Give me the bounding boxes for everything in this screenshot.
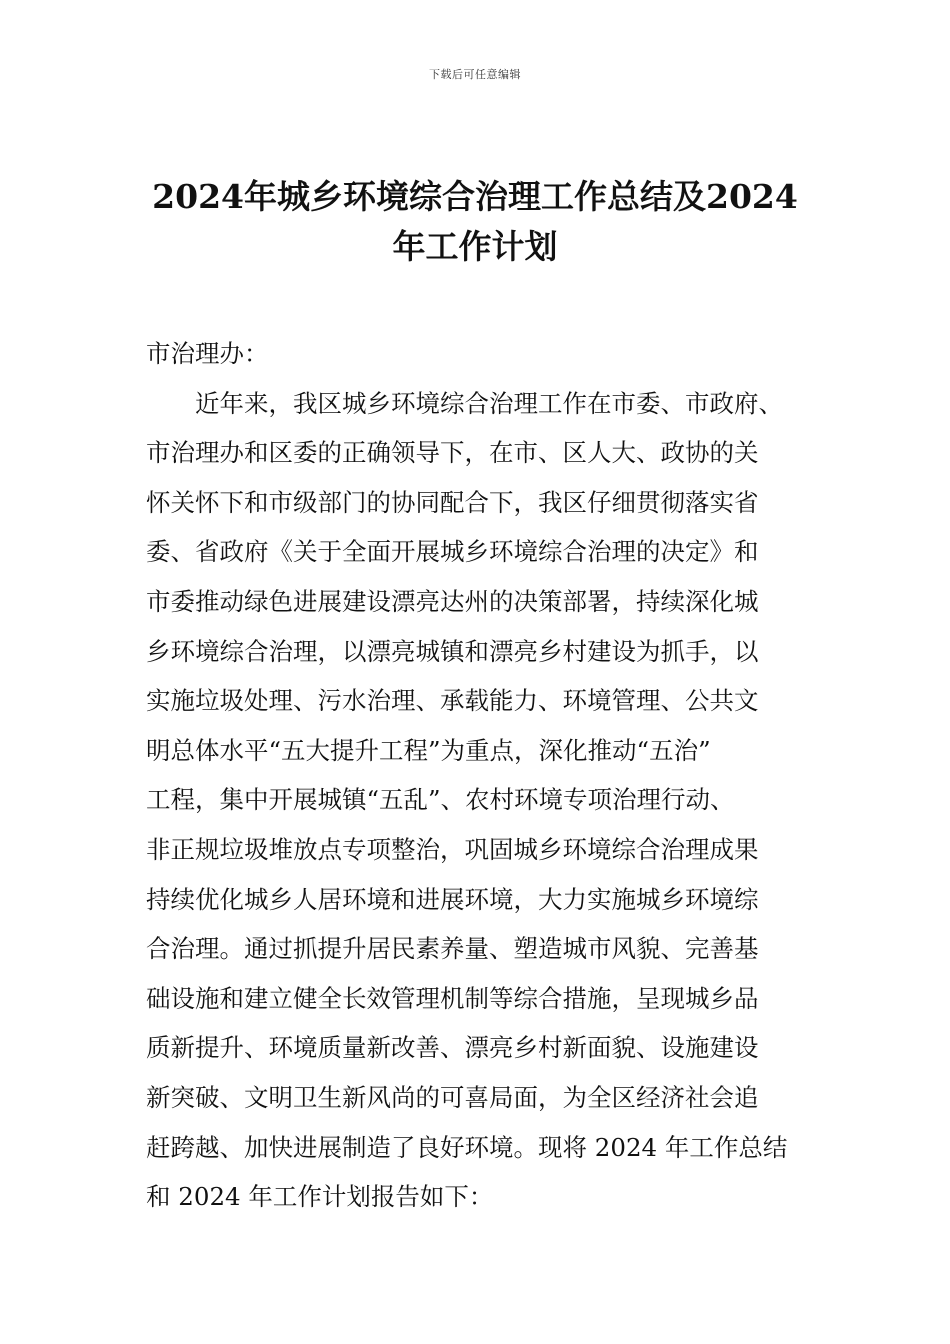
title-line: 2024年城乡环境综合治理工作总结及2024 (152, 177, 798, 216)
paragraph-line: 合治理。通过抓提升居民素养量、塑造城市风貌、完善基 (146, 934, 759, 964)
paragraph-line: 质新提升、环境质量新改善、漂亮乡村新面貌、设施建设 (146, 1033, 759, 1063)
paragraph-line: 市委推动绿色进展建设漂亮达州的决策部署，持续深化城 (146, 586, 759, 616)
paragraph-line: 明总体水平“五大提升工程”为重点，深化推动“五治” (146, 735, 711, 765)
paragraph-line: 赶跨越、加快进展制造了良好环境。现将 2024 年工作总结 (146, 1132, 788, 1162)
paragraph-line: 怀关怀下和市级部门的协同配合下，我区仔细贯彻落实省 (146, 487, 759, 517)
paragraph-line: 和 2024 年工作计划报告如下： (146, 1182, 494, 1212)
salutation: 市治理办： (146, 339, 269, 368)
paragraph-line: 工程，集中开展城镇“五乱”、农村环境专项治理行动、 (146, 785, 735, 815)
paragraph-line: 委、省政府《关于全面开展城乡环境综合治理的决定》和 (146, 537, 759, 567)
document-body (146, 329, 846, 1222)
paragraph-line: 市治理办和区委的正确领导下，在市、区人大、政协的关 (146, 438, 759, 468)
document-title (120, 172, 830, 272)
paragraph-line: 新突破、文明卫生新风尚的可喜局面，为全区经济社会追 (146, 1082, 759, 1112)
paragraph-line: 础设施和建立健全长效管理机制等综合措施，呈现城乡品 (146, 983, 759, 1013)
paragraph-line: 实施垃圾处理、污水治理、承载能力、环境管理、公共文 (146, 686, 759, 716)
paragraph-line: 非正规垃圾堆放点专项整治，巩固城乡环境综合治理成果 (146, 834, 759, 864)
title-line: 年工作计划 (392, 227, 558, 266)
header-note: 下载后可任意编辑 (429, 68, 521, 81)
paragraph-line: 乡环境综合治理，以漂亮城镇和漂亮乡村建设为抓手，以 (146, 636, 759, 666)
paragraph-line: 持续优化城乡人居环境和进展环境，大力实施城乡环境综 (146, 884, 759, 914)
paragraph-line: 近年来，我区城乡环境综合治理工作在市委、市政府、 (195, 388, 783, 418)
